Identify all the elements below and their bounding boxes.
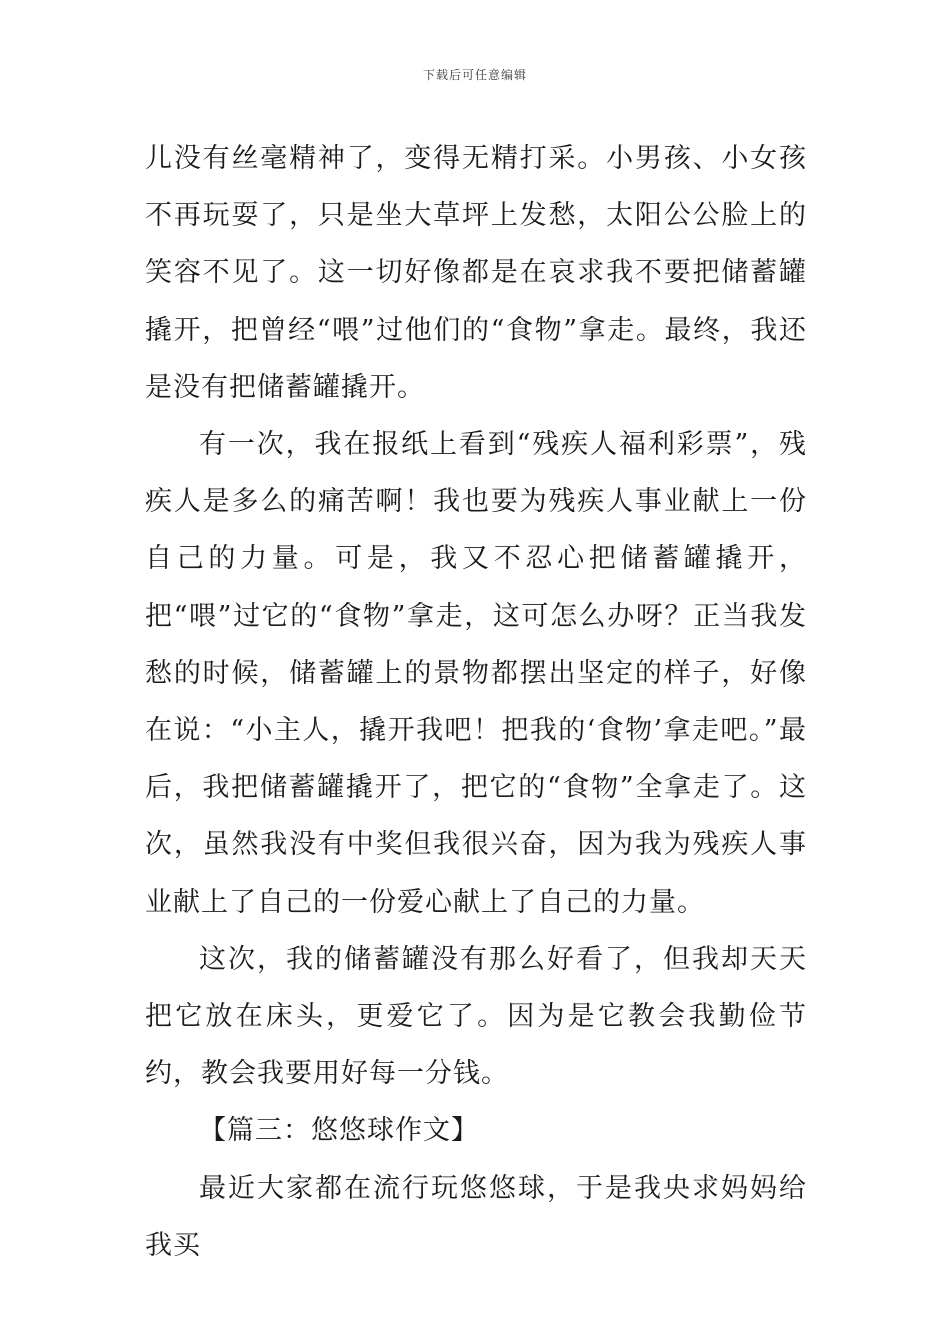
section-heading: 【篇三：悠悠球作文】 (199, 1115, 479, 1147)
paragraph-4: 最近大家都在流行玩悠悠球，于是我央求妈妈给我买 (145, 1172, 807, 1261)
paragraph-1: 儿没有丝毫精神了，变得无精打采。小男孩、小女孩不再玩耍了，只是坐大草坪上发愁，太阳公公脸上的笑容不见了。这一切好像都是在哀求我不要把储蓄罐撬开，把曾经“喂”过他们的“食物”拿走。最终，我还是没有把储蓄罐撬开。 (145, 143, 807, 403)
page-header: 下载后可任意编辑 (422, 68, 527, 82)
document-body (145, 130, 807, 1274)
paragraph-3: 这次，我的储蓄罐没有那么好看了，但我却天天把它放在床头，更爱它了。因为是它教会我勤俭节约，教会我要用好每一分钱。 (145, 943, 807, 1090)
paragraph-2: 有一次，我在报纸上看到“残疾人福利彩票”，残疾人是多么的痛苦啊！我也要为残疾人事业献上一份自己的力量。可是，我又不忍心把储蓄罐撬开，把“喂”过它的“食物”拿走，这可怎么办呀？正当我发愁的时候，储蓄罐上的景物都摆出坚定的样子，好像在说：“小主人，撬开我吧！把我的‘食物’拿走吧。”最后，我把储蓄罐撬开了，把它的“食物”全拿走了。这次，虽然我没有中奖但我很兴奋，因为我为残疾人事业献上了自己的一份爱心献上了自己的力量。 (145, 429, 807, 918)
